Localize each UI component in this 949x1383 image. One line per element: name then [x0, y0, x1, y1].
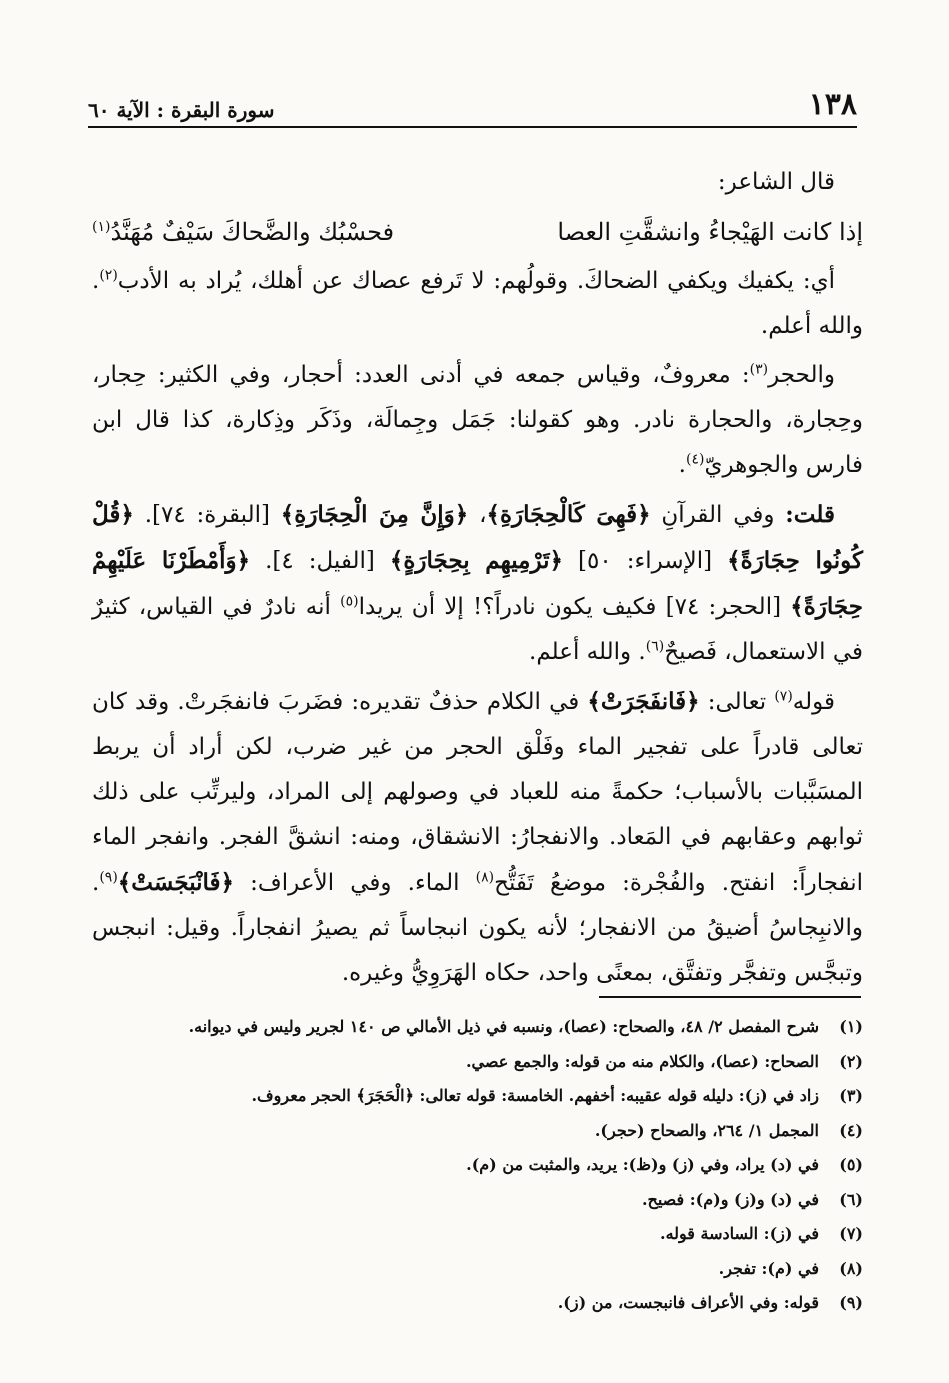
text-run: . والانبِجاسُ أضيقُ من الانفجار؛ لأنه يكون انبجاساً ثم يصيرُ انفجاراً. وقيل: انبجس وتبجَّس وتفجَّر وتفتَّق، بمعنًى واحد، حكاه الهَرَوِيُّ وغيره.	[92, 870, 863, 986]
quran-reference: [الإسراء: ٥٠]	[563, 548, 728, 574]
footnote-ref: (٧)	[774, 688, 793, 705]
footnote-text: في (د) و(ز) و(م): فصيح.	[641, 1189, 819, 1209]
footnote-item	[110, 1252, 863, 1287]
footnote-number: (٩)	[839, 1293, 863, 1312]
quran-reference: [الحجر: ٧٤]	[656, 594, 791, 620]
footnote-text: قوله: وفي الأعراف فانبجست، من (ز).	[557, 1293, 819, 1312]
poetry-verse	[92, 209, 863, 255]
footnote-text: في (د) يراد، وفي (ز) و(ظ): يريد، والمثبت من (م).	[466, 1155, 819, 1174]
footnote-number: (٣)	[839, 1086, 863, 1105]
footnote-ref: (٣)	[749, 361, 769, 378]
quran-quote: ﴿فَانْبَجَسَتْ﴾	[117, 869, 235, 896]
quran-quote: ﴿وَإِنَّ مِنَ الْحِجَارَةِ﴾	[280, 501, 469, 528]
paragraph-4	[92, 679, 863, 996]
footnote-number: (٨)	[839, 1258, 863, 1278]
text-run: تعالى:	[699, 689, 775, 715]
quran-quote: ﴿فَهِىَ كَالْحِجَارَةِ﴾	[486, 501, 651, 528]
text-run: الماء. وفي الأعراف:	[234, 870, 476, 896]
text-run: .	[678, 452, 686, 478]
qultu-label: قلت:	[785, 501, 835, 528]
footnotes	[110, 1010, 863, 1321]
text-run: . والله أعلم.	[529, 639, 646, 665]
footnote-ref: (٨)	[475, 869, 495, 886]
text-run: وفي القرآنِ	[650, 502, 786, 528]
footnote-text: الصحاح: (عصا)، والكلام منه من قوله: والجمع عصي.	[465, 1051, 819, 1071]
footnote-number: (٧)	[839, 1224, 863, 1243]
text-run: قوله	[792, 689, 835, 715]
footnote-number: (١)	[839, 1017, 863, 1036]
poet-intro: قال الشاعر:	[717, 169, 835, 195]
text-run: أنه نادرٌ في القياس، كثيرٌ في الاستعمال، فَصيحٌ	[92, 594, 863, 665]
footnote-number: (٦)	[839, 1189, 863, 1209]
quran-reference: [البقرة: ٧٤].	[133, 502, 281, 528]
paragraph-1	[92, 259, 863, 349]
footnote-item	[110, 1010, 863, 1045]
page-number: ١٣٨	[808, 87, 857, 122]
main-text	[92, 160, 863, 1000]
footnote-item	[110, 1217, 863, 1252]
text-run: في الكلام حذفٌ تقديره: فضَربَ فانفجَرتْ. وقد كان تعالى قادراً على تفجير الماء وفَلْق الحجر من غير ضرب، لكن أراد أن يربط المسَبَّبات بالأسباب؛ حكمةً منه للعباد في وصولهم إلى المراد، وليرتِّب على ذلك ثوابهم وعقابهم في المَعاد. والانفجارُ: الانشقاق، ومنه: انشقَّ الفجر. وانفجر الماء انفجاراً: انفتح. والفُجْرة: موضعُ تَفَتُّح	[92, 689, 863, 896]
footnote-ref: (٢)	[99, 267, 118, 284]
footnote-ref: (٥)	[340, 593, 359, 610]
footnote-item	[110, 1114, 863, 1149]
footnote-item	[110, 1286, 863, 1321]
running-head: سورة البقرة : الآية ٦٠	[88, 98, 275, 122]
text-run: ،	[468, 502, 487, 528]
text-run: : معروفٌ، وقياس جمعه في أدنى العدد: أحجار، وفي الكثير: حِجار، وحِجارة، والحجارة نادر. وهو كقولنا: جَمَل وجِمالَة، وذَكَر وذِكارة، كذا قال ابن فارس والجوهريّ	[92, 362, 863, 478]
paragraph-3	[92, 492, 863, 675]
footnote-item	[110, 1148, 863, 1183]
paragraph-2	[92, 353, 863, 488]
footnote-ref: (٦)	[645, 638, 665, 655]
text-run: أي: يكفيك ويكفي الضحاكَ. وقولُهم: لا تَرفع عصاك عن أهلك، يُراد به الأدب	[117, 268, 835, 294]
footnote-text: المجمل ١/ ٢٦٤، والصحاح (حجر).	[594, 1120, 819, 1140]
footnote-number: (٤)	[839, 1120, 863, 1140]
footnote-ref: (٤)	[685, 451, 705, 468]
text-run: فكيف يكون نادراً؟! إلا أن يريدا	[358, 594, 657, 620]
quran-reference: [الفيل: ٤].	[250, 548, 390, 574]
footnote-text: في (م): تفجر.	[718, 1258, 819, 1278]
footnote-item	[110, 1183, 863, 1218]
footnote-text: زاد في (ز): دليله قوله عقيبه: أخفهم. الخامسة: قوله تعالى: ﴿الْحَجَرَ﴾ الحجر معروف.	[251, 1086, 819, 1105]
verse-second-text: فحسْبُك والضَّحاكَ سَيْفٌ مُهَنَّدُ	[110, 218, 395, 246]
page-header	[88, 84, 857, 128]
footnote-ref: (٩)	[99, 869, 118, 886]
verse-first-hemistich: إذا كانت الهَيْجاءُ وانشقَّتِ العصا	[557, 218, 863, 246]
footnote-number: (٢)	[839, 1051, 863, 1071]
text-run: . والله أعلم.	[92, 268, 863, 339]
verse-second-hemistich	[92, 209, 394, 255]
text-run: والحجر	[768, 362, 835, 388]
footnote-text: في (ز): السادسة قوله.	[660, 1224, 819, 1243]
footnote-number: (٥)	[839, 1155, 863, 1174]
footnote-divider	[599, 996, 861, 998]
footnote-item	[110, 1045, 863, 1080]
quran-quote: ﴿قُلْ كُونُوا حِجَارَةً﴾	[92, 501, 863, 574]
footnote-ref: (١)	[92, 219, 111, 235]
footnote-item	[110, 1079, 863, 1114]
quran-quote: ﴿تَرْمِيهِم بِحِجَارَةٍ﴾	[389, 547, 564, 574]
quran-quote: ﴿وَأَمْطَرْنَا عَلَيْهِمْ حِجَارَةً﴾	[92, 547, 863, 620]
footnote-text: شرح المفصل ٢/ ٤٨، والصحاح: (عصا)، ونسبه في ذيل الأمالي ص ١٤٠ لجرير وليس في ديوانه.	[188, 1017, 819, 1036]
quran-quote: ﴿فَانفَجَرَتْ﴾	[587, 688, 700, 715]
